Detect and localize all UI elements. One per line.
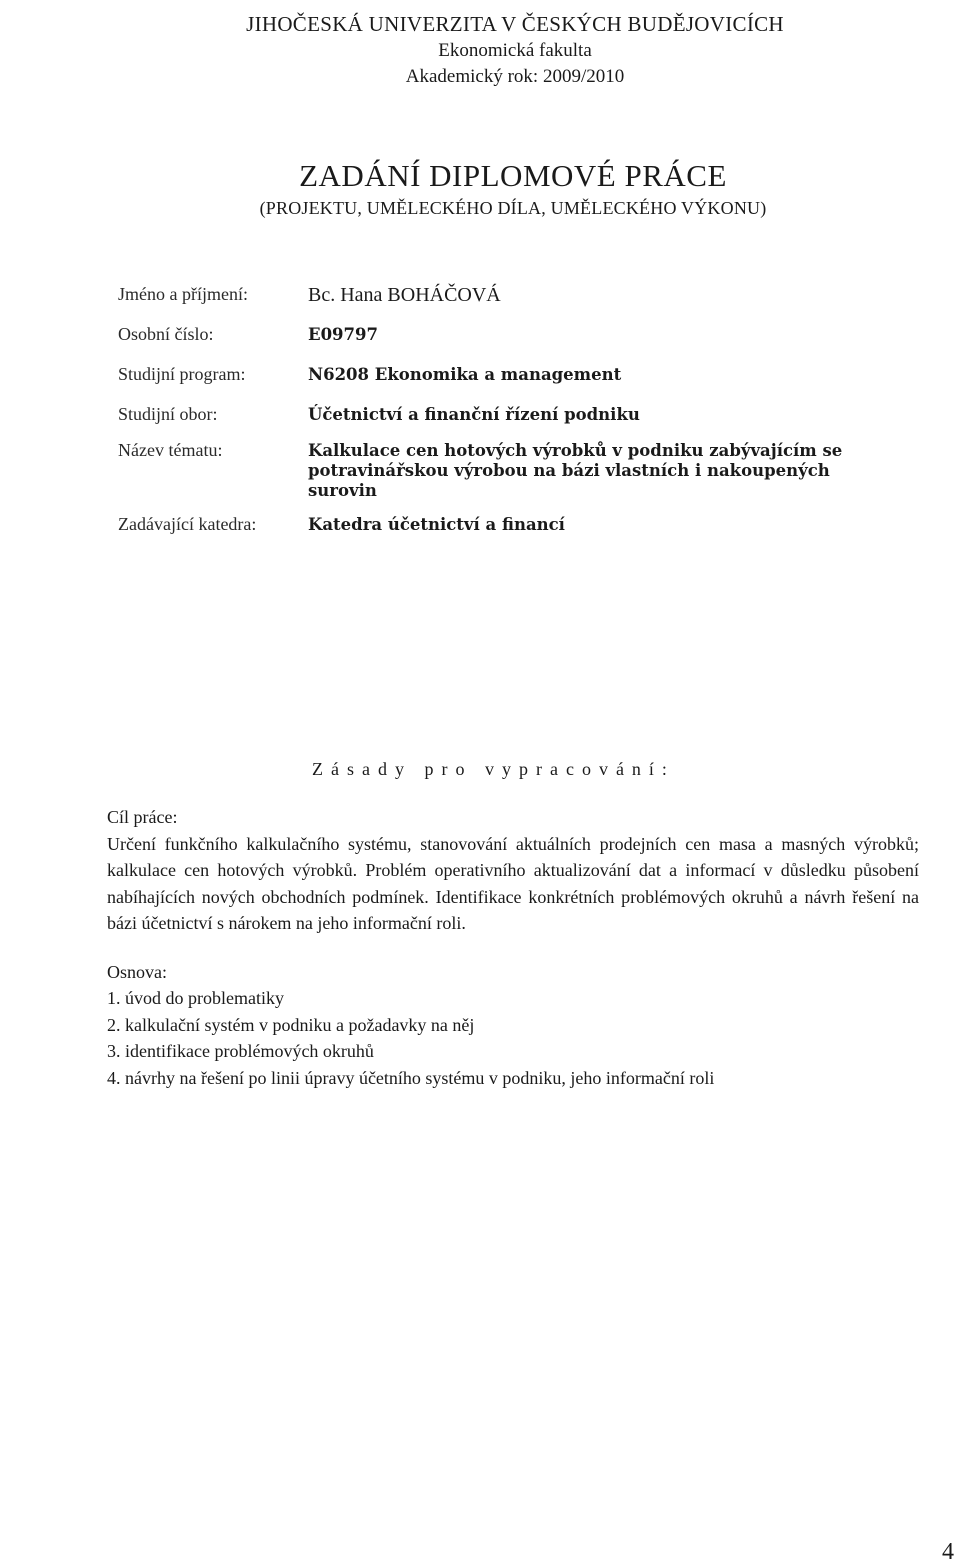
info-label: Osobní číslo:: [118, 324, 214, 344]
outline-item: 3. identifikace problémových okruhů: [107, 1041, 374, 1061]
info-row-department: [118, 510, 898, 540]
title-block: [0, 156, 960, 220]
university-name: JIHOČESKÁ UNIVERZITA V ČESKÝCH BUDĚJOVICÍCH: [246, 12, 784, 36]
info-row-name: [118, 280, 898, 320]
document-header: [0, 10, 960, 90]
outline-heading: Osnova:: [107, 961, 167, 982]
info-row-field: [118, 400, 898, 436]
info-label: Studijní program:: [118, 364, 246, 384]
info-value: N6208 Ekonomika a management: [308, 365, 622, 384]
info-label: Studijní obor:: [118, 404, 218, 424]
info-value: Katedra účetnictví a financí: [308, 515, 565, 534]
document-title: ZADÁNÍ DIPLOMOVÉ PRÁCE: [299, 158, 727, 193]
info-row-personal-number: [118, 320, 898, 360]
guidelines-heading: Zásady pro vypracování:: [312, 759, 675, 779]
info-label: Jméno a příjmení:: [118, 284, 248, 304]
info-row-topic: [118, 436, 898, 510]
info-value: Účetnictví a finanční řízení podniku: [308, 405, 640, 424]
faculty-name: Ekonomická fakulta: [438, 40, 592, 61]
info-row-program: [118, 360, 898, 400]
goal-heading: Cíl práce:: [107, 807, 178, 827]
outline-section: [107, 959, 919, 1092]
info-value: Bc. Hana BOHÁČOVÁ: [308, 284, 501, 306]
document-subtitle: (PROJEKTU, UMĚLECKÉHO DÍLA, UMĚLECKÉHO VÝKONU): [259, 198, 767, 218]
guidelines-body: [107, 804, 919, 1091]
academic-year: [0, 64, 960, 90]
academic-year-value: 2009/2010: [542, 66, 625, 87]
outline-item: 2. kalkulační systém v podniku a požadavky na něj: [107, 1014, 475, 1035]
goal-paragraph: Určení funkčního kalkulačního systému, stanovování aktuálních prodejních cen masa a masných výrobků; kalkulace cen hotových výrobků. Problém operativního aktualizování dat a informací v důsledku působení nabíhajících nových obchodních podmínek. Identifikace konkrétních problémových okruhů a návrh řešení na bázi účetnictví s nárokem na jeho informační roli.: [107, 833, 919, 933]
info-value: E09797: [308, 325, 378, 344]
page-number: 4: [942, 1539, 954, 1565]
outline-item: 1. úvod do problematiky: [107, 988, 284, 1008]
outline-item: 4. návrhy na řešení po linii úpravy účetního systému v podniku, jeho informační roli: [107, 1067, 715, 1088]
info-label: Název tématu:: [118, 440, 223, 460]
info-label: Zadávající katedra:: [118, 514, 257, 534]
info-value: Kalkulace cen hotových výrobků v podniku zabývajícím se potravinářskou výrobou na bázi vlastních i nakoupených surovin: [308, 441, 843, 500]
academic-year-label: Akademický rok:: [405, 66, 539, 87]
student-info: [118, 280, 898, 540]
